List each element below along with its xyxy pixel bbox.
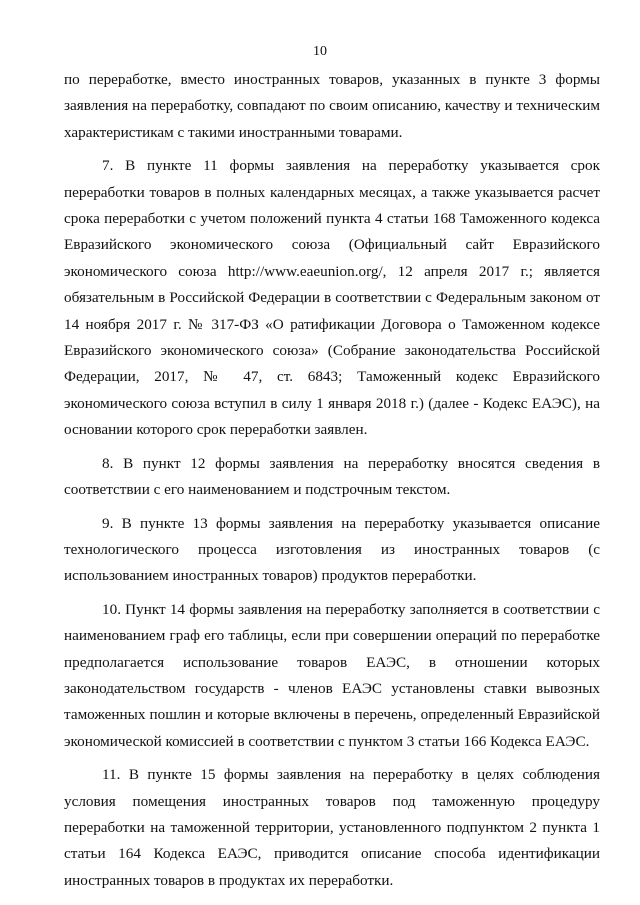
paragraph-item-10: 10. Пункт 14 формы заявления на переработку заполняется в соответствии с наименованием граф его таблицы, если при совершении операций по переработке предполагается использование товаров ЕАЭС, в отношении которых законодательством государств - членов ЕАЭС установлены ставки вывозных таможенных пошлин и которые включены в перечень, определенный Евразийской экономической комиссией в соответствии с пунктом 3 статьи 166 Кодекса ЕАЭС. [64,600,600,750]
paragraph-continuation: по переработке, вместо иностранных товаров, указанных в пункте 3 формы заявления на переработку, совпадают по своим описанию, качеству и техническим характеристикам с такими иностранными товарами. [64,71,600,141]
document-body [64,67,600,894]
paragraph-item-8: 8. В пункт 12 формы заявления на переработку вносятся сведения в соответствии с его наименованием и подстрочным текстом. [64,454,600,499]
page-number: 10 [313,44,327,59]
paragraph-item-11: 11. В пункте 15 формы заявления на переработку в целях соблюдения условия помещения иностранных товаров под таможенную процедуру переработки на таможенной территории, установленного подпунктом 2 пункта 1 статьи 164 Кодекса ЕАЭС, приводится описание способа идентификации иностранных товаров в продуктах их переработки. [64,766,600,889]
paragraph-item-9: 9. В пункте 13 формы заявления на переработку указывается описание технологического процесса изготовления из иностранных товаров (с использованием иностранных товаров) продуктов переработки. [64,514,600,585]
paragraph-item-7: 7. В пункте 11 формы заявления на переработку указывается срок переработки товаров в полных календарных месяцах, а также указывается расчет срока переработки с учетом положений пункта 4 статьи 168 Таможенного кодекса Евразийского экономического союза (Официальный сайт Евразийского экономического союза http://www.eaeunion.org/, 12 апреля 2017 г.; является обязательным в Российской Федерации в соответствии с Федеральным законом от 14 ноября 2017 г. № 317-ФЗ «О ратификации Договора о Таможенном кодексе Евразийского экономического союза» (Собрание законодательства Российской Федерации, 2017, № 47, ст. 6843; Таможенный кодекс Евразийского экономического союза вступил в силу 1 января 2018 г.) (далее - Кодекс ЕАЭС), на основании которого срок переработки заявлен. [64,157,600,439]
